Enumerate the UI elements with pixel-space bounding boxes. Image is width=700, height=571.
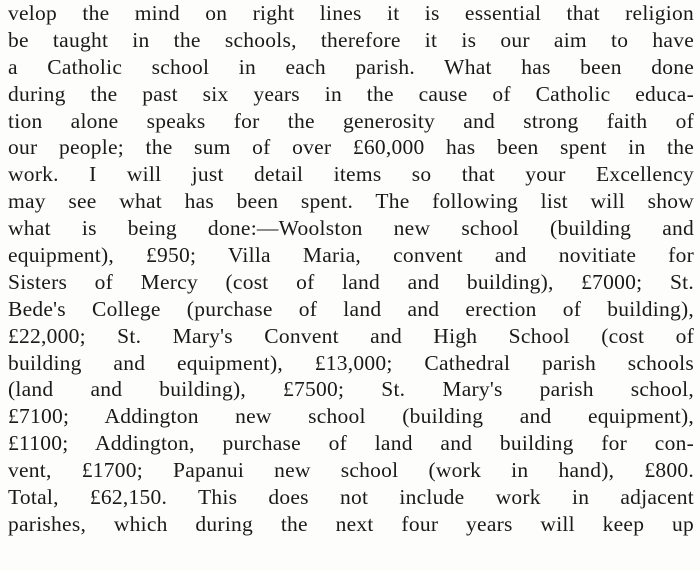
text-line: may see what has been spent. The following list will show	[8, 189, 694, 214]
text-line: £22,000; St. Mary's Convent and High School (cost of	[8, 323, 694, 348]
text-line: work. I will just detail items so that your Excellency	[8, 162, 694, 187]
text-line: our people; the sum of over £60,000 has been spent in the	[8, 135, 694, 160]
text-line: Bede's College (purchase of land and erection of building),	[8, 296, 694, 321]
text-line: building and equipment), £13,000; Cathedral parish schools	[8, 350, 694, 375]
text-line: be taught in the schools, therefore it is our aim to have	[8, 27, 694, 52]
text-line: during the past six years in the cause of Catholic educa-	[8, 81, 694, 106]
text-line: velop the mind on right lines it is essential that religion	[8, 1, 694, 25]
text-line: £7100; Addington new school (building and equipment),	[8, 404, 694, 429]
text-line: Total, £62,150. This does not include work in adjacent	[8, 485, 694, 510]
text-line: (land and building), £7500; St. Mary's parish school,	[8, 377, 694, 402]
text-line: what is being done:—Woolston new school (building and	[8, 216, 694, 241]
text-line: tion alone speaks for the generosity and strong faith of	[8, 108, 694, 133]
body-paragraph	[8, 0, 694, 538]
text-line: £1100; Addington, purchase of land and building for con-	[8, 431, 694, 456]
text-line: vent, £1700; Papanui new school (work in hand), £800.	[8, 458, 694, 483]
text-line: parishes, which during the next four years will keep up	[8, 511, 694, 536]
text-line: equipment), £950; Villa Maria, convent and novitiate for	[8, 243, 694, 268]
text-line: a Catholic school in each parish. What has been done	[8, 54, 694, 79]
text-line: Sisters of Mercy (cost of land and building), £7000; St.	[8, 269, 694, 294]
